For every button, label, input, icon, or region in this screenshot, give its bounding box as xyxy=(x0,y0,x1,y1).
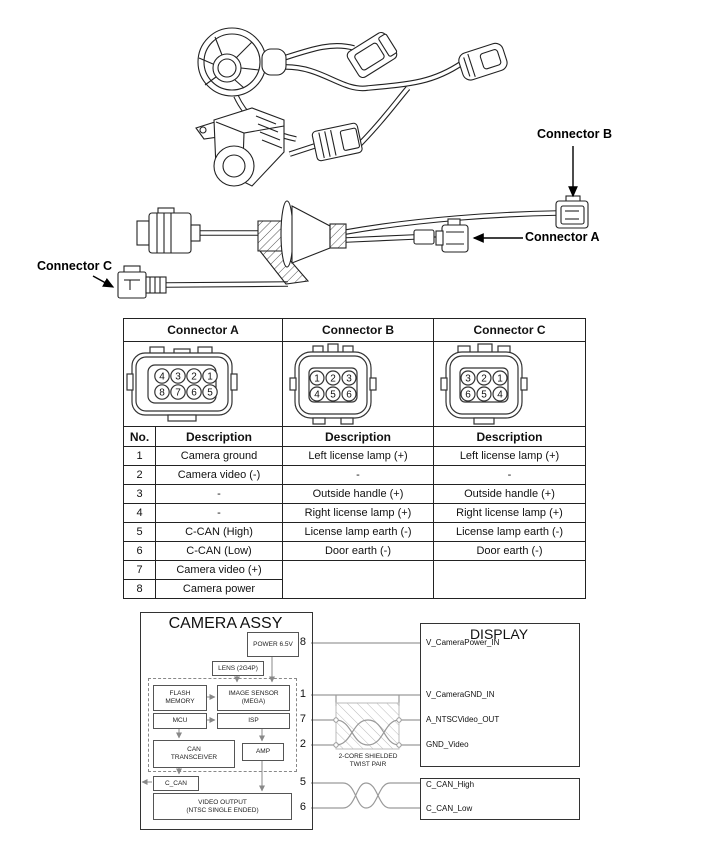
desc-c-header: Description xyxy=(434,427,586,447)
video-label-1: VIDEO OUTPUT xyxy=(198,798,247,806)
pin-number-1: 1 xyxy=(299,688,306,700)
cell-c: Door earth (-) xyxy=(434,542,586,561)
cell-no: 8 xyxy=(124,580,156,599)
cell-a: - xyxy=(156,485,283,504)
desc-b-header: Description xyxy=(283,427,434,447)
pin-assignment-table xyxy=(123,318,586,599)
connector-a-plug xyxy=(436,219,468,252)
desc-a-header: Description xyxy=(156,427,283,447)
signal-c-can-high: C_CAN_High xyxy=(426,780,475,789)
twist-pair-note-2: TWIST PAIR xyxy=(349,761,387,768)
cell-c: Left license lamp (+) xyxy=(434,447,586,466)
cell-a: Camera video (-) xyxy=(156,466,283,485)
pin-number-6: 6 xyxy=(299,801,306,813)
connector-c-face xyxy=(434,342,534,426)
pin-a-5: 5 xyxy=(207,387,213,399)
pin-number-2: 2 xyxy=(299,738,306,750)
block-diagram-wiring xyxy=(0,600,701,845)
cell-c: - xyxy=(434,466,586,485)
cell-c: License lamp earth (-) xyxy=(434,523,586,542)
pin-number-5: 5 xyxy=(299,776,306,788)
cell-a: - xyxy=(156,504,283,523)
can-transceiver-box xyxy=(153,740,235,768)
cell-no: 4 xyxy=(124,504,156,523)
connector-b-face xyxy=(283,342,383,426)
camera-pigtail-connector xyxy=(286,123,363,167)
camera-unit xyxy=(196,108,284,186)
pin-b-6: 6 xyxy=(346,389,352,401)
pin-c-1: 1 xyxy=(497,373,503,385)
cell-a: Camera video (+) xyxy=(156,561,283,580)
pin-c-3: 3 xyxy=(465,373,471,385)
signal-c-can-low: C_CAN_Low xyxy=(426,804,473,813)
table-row xyxy=(124,485,586,504)
lens-label: LENS (2G4P) xyxy=(218,664,258,672)
connector-a-face-cell xyxy=(124,342,283,427)
camera-assy-title: CAMERA ASSY xyxy=(168,615,283,632)
amp-box xyxy=(242,743,284,761)
flash-memory-box xyxy=(153,685,207,711)
signal-v-cameragnd-in: V_CameraGND_IN xyxy=(426,690,495,699)
flash-label-2: MEMORY xyxy=(165,698,195,705)
connector-a-label: Connector A xyxy=(525,230,600,244)
pin-b-2: 2 xyxy=(330,373,336,385)
twist-pair-note-1: 2-CORE SHIELDED xyxy=(338,753,398,760)
no-header: No. xyxy=(124,427,156,447)
mcu-box xyxy=(153,713,207,729)
connector-c-plug xyxy=(118,266,166,298)
isp-box xyxy=(217,713,290,729)
can-label-1: CAN xyxy=(187,746,201,753)
cell-b: Right license lamp (+) xyxy=(283,504,434,523)
cell-no: 2 xyxy=(124,466,156,485)
upper-connector-2 xyxy=(457,41,509,82)
connector-c-arrow xyxy=(93,276,113,287)
grommet xyxy=(198,28,286,96)
lower-harness xyxy=(118,196,588,298)
c-can-label: C_CAN xyxy=(164,779,188,787)
flash-label-1: FLASH xyxy=(169,690,191,697)
cell-b: Left license lamp (+) xyxy=(283,447,434,466)
cell-no: 5 xyxy=(124,523,156,542)
connector-a-header: Connector A xyxy=(124,319,283,342)
pin-number-7: 7 xyxy=(299,713,306,725)
lens-box xyxy=(212,661,264,676)
cell-a: Camera ground xyxy=(156,447,283,466)
cell-b: - xyxy=(283,466,434,485)
table-row xyxy=(124,542,586,561)
cell-a: C-CAN (Low) xyxy=(156,542,283,561)
signal-gnd-video: GND_Video xyxy=(426,740,469,749)
power-box xyxy=(247,632,299,657)
cell-b: Outside handle (+) xyxy=(283,485,434,504)
upper-connector-1 xyxy=(345,30,399,79)
cell-c-merged xyxy=(434,561,586,599)
sensor-label-2: (MEGA) xyxy=(241,698,266,705)
connector-c-header: Connector C xyxy=(434,319,586,342)
cell-c: Outside handle (+) xyxy=(434,485,586,504)
twist-pair-note xyxy=(330,753,406,769)
c-can-box xyxy=(153,776,199,791)
pin-b-4: 4 xyxy=(314,389,320,401)
connector-b-label: Connector B xyxy=(537,127,612,141)
pin-b-3: 3 xyxy=(346,373,352,385)
video-label-2: (NTSC SINGLE ENDED) xyxy=(186,806,259,814)
signal-a-ntscvideo-out: A_NTSCVideo_OUT xyxy=(426,715,500,724)
cell-b-merged xyxy=(283,561,434,599)
connector-c-label: Connector C xyxy=(37,259,112,273)
cell-b: License lamp earth (-) xyxy=(283,523,434,542)
cell-a: C-CAN (High) xyxy=(156,523,283,542)
pin-a-6: 6 xyxy=(191,387,197,399)
pin-b-5: 5 xyxy=(330,389,336,401)
sensor-label-1: IMAGE SENSOR xyxy=(228,690,279,697)
cell-a: Camera power xyxy=(156,580,283,599)
table-row xyxy=(124,504,586,523)
cell-no: 7 xyxy=(124,561,156,580)
connector-b-face-cell xyxy=(283,342,434,427)
pin-a-1: 1 xyxy=(207,371,213,383)
pin-c-4: 4 xyxy=(497,389,503,401)
connector-b-header: Connector B xyxy=(283,319,434,342)
table-row xyxy=(124,447,586,466)
cell-no: 3 xyxy=(124,485,156,504)
display-title: DISPLAY xyxy=(469,626,529,642)
pin-a-4: 4 xyxy=(159,371,165,383)
table-row xyxy=(124,466,586,485)
pin-a-3: 3 xyxy=(175,371,181,383)
pin-a-7: 7 xyxy=(175,387,181,399)
image-sensor-box xyxy=(217,685,290,711)
amp-label: AMP xyxy=(255,748,271,755)
table-row xyxy=(124,523,586,542)
signal-v-camerapower-in: V_CameraPower_IN xyxy=(426,638,500,647)
pin-a-8: 8 xyxy=(159,387,165,399)
mcu-label: MCU xyxy=(172,717,188,724)
pin-b-1: 1 xyxy=(314,373,320,385)
connector-a-face xyxy=(124,344,240,424)
cell-c: Right license lamp (+) xyxy=(434,504,586,523)
pin-c-5: 5 xyxy=(481,389,487,401)
pin-a-2: 2 xyxy=(191,371,197,383)
cell-no: 1 xyxy=(124,447,156,466)
can-label-2: TRANSCEIVER xyxy=(170,754,218,761)
pin-c-2: 2 xyxy=(481,373,487,385)
video-output-box xyxy=(153,793,292,820)
shield-hatch xyxy=(336,703,399,749)
cell-no: 6 xyxy=(124,542,156,561)
connector-c-face-cell xyxy=(434,342,586,427)
pin-c-6: 6 xyxy=(465,389,471,401)
cell-b: Door earth (-) xyxy=(283,542,434,561)
isp-label: ISP xyxy=(248,717,259,724)
connector-b-plug xyxy=(556,196,588,228)
power-label: POWER 6.5V xyxy=(253,640,293,648)
table-row xyxy=(124,561,586,580)
pin-number-8: 8 xyxy=(299,636,306,648)
